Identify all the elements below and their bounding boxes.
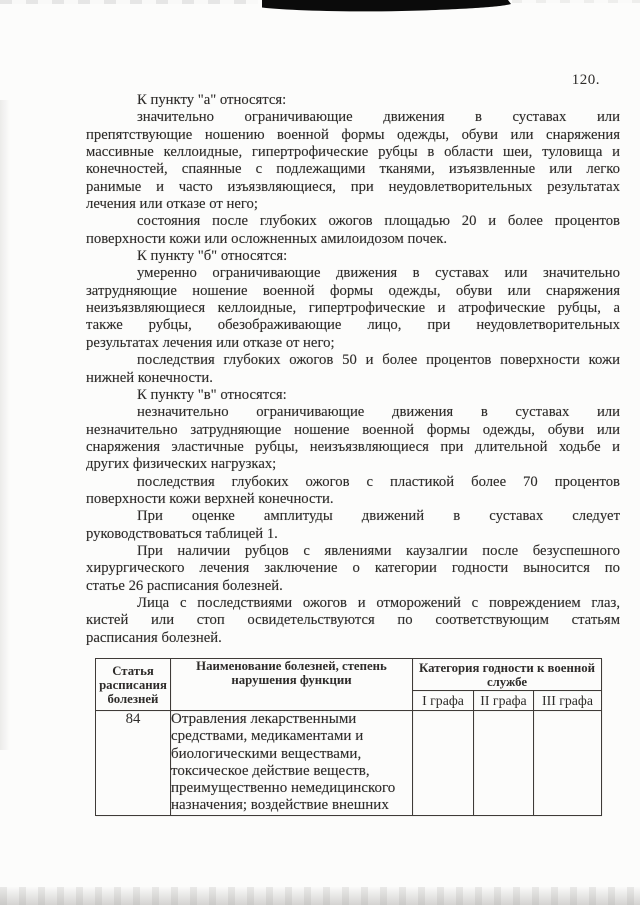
article-number-cell: 84 — [96, 711, 171, 816]
body-text-line: конечностей, спаянные с подлежащими тканями, изъязвленные или легко — [86, 161, 620, 178]
table-header-category: Категория годности к военной службе — [413, 659, 602, 691]
body-text-line: К пункту "а" относятся: — [137, 92, 287, 108]
disease-text-line: средствами, медикаментами и — [171, 728, 364, 745]
diseases-schedule-table — [95, 658, 602, 816]
body-text-line: поверхности кожи верхней конечности. — [86, 490, 334, 507]
body-text-line: затрудняющие ношение военной формы одежды, обуви или снаряжения — [86, 282, 620, 299]
scan-artifact-bottom-edge — [0, 887, 640, 905]
body-text-line: значительно ограничивающие движения в суставах или — [137, 109, 620, 126]
scan-artifact-left-edge — [0, 100, 10, 750]
body-text-line: Лица с последствиями ожогов и отморожений с повреждением глаз, — [137, 594, 620, 611]
body-text-line: К пункту "б" относятся: — [137, 248, 288, 265]
body-text-line: результатах лечения или отказе от него; — [86, 334, 335, 351]
body-text-line: руководствоваться таблицей 1. — [86, 525, 278, 542]
body-text-line: К пункту "в" относятся: — [137, 386, 287, 403]
body-text-line: статье 26 расписания болезней. — [86, 577, 283, 594]
table-header-grade-3: III графа — [534, 691, 602, 711]
body-text-line: незначительно затрудняющие ношение военной формы одежды, обуви или — [86, 421, 620, 438]
body-text-line: поверхности кожи или осложненных амилоидозом почек. — [86, 230, 448, 247]
disease-text-line: биологическими веществами, — [171, 745, 362, 762]
body-text-line: других физических нагрузках; — [86, 456, 277, 473]
body-text-line: также рубцы, обезображивающие лицо, при неудовлетворительных — [86, 317, 620, 334]
body-text-line: состояния после глубоких ожогов площадью 20 и более процентов — [137, 213, 620, 230]
body-text-line: При наличии рубцов с явлениями каузалгии после безуспешного — [137, 542, 620, 559]
body-text-line: кистей или стоп освидетельствуются по соответствующим статьям — [86, 612, 620, 629]
body-text-line: незначительно ограничивающие движения в суставах или — [137, 404, 620, 421]
disease-name-cell — [171, 711, 413, 816]
body-text-line: ранимые и часто изъязвляющиеся, при неудовлетворительных результатах — [86, 178, 620, 195]
body-text-line: лечения или отказе от него; — [86, 196, 258, 213]
body-text-line: снаряжения эластичные рубцы, неизъязвляющиеся при длительной ходьбе и — [86, 438, 620, 455]
body-text-line: неизъязвляющиеся келлоидные, гипертрофические и атрофические рубцы, а — [86, 300, 620, 317]
scan-artifact-black-bar — [262, 0, 512, 14]
body-text-line: препятствующие ношению военной формы одежды, обуви или снаряжения — [86, 126, 620, 143]
body-text-line: последствия глубоких ожогов 50 и более процентов поверхности кожи — [137, 352, 620, 369]
grade-cell-3 — [534, 711, 602, 816]
disease-text-line: токсическое действие веществ, — [171, 762, 370, 779]
disease-text-line: преимущественно немедицинского — [171, 780, 396, 797]
disease-text-line: назначения; воздействие внешних — [171, 797, 389, 814]
grade-cell-2 — [474, 711, 534, 816]
table-row — [96, 711, 602, 816]
disease-text-line: Отравления лекарственными — [171, 711, 357, 727]
body-text-line: массивные келлоидные, гипертрофические рубцы в области шеи, туловища и — [86, 144, 620, 161]
body-text-line: При оценке амплитуды движений в суставах следует — [137, 508, 620, 525]
body-text-line: расписания болезней. — [86, 629, 222, 646]
body-text-line: умеренно ограничивающие движения в суставах или значительно — [137, 265, 620, 282]
table-header-grade-1: I графа — [413, 691, 474, 711]
scan-artifact-top-right-edge — [512, 0, 640, 3]
body-text — [86, 92, 620, 647]
body-text-line: последствия глубоких ожогов с пластикой более 70 процентов — [137, 473, 620, 490]
table-header-article: Статья расписания болезней — [96, 659, 171, 711]
scan-artifact-top-left-edge — [0, 0, 258, 4]
page-number: 120. — [571, 72, 600, 88]
table-header-grade-2: II графа — [474, 691, 534, 711]
table-header-disease: Наименование болезней, степень нарушения функции — [171, 659, 413, 711]
grade-cell-1 — [413, 711, 474, 816]
body-text-line: нижней конечности. — [86, 369, 213, 386]
body-text-line: хирургического лечения заключение о категории годности выносится по — [86, 560, 620, 577]
